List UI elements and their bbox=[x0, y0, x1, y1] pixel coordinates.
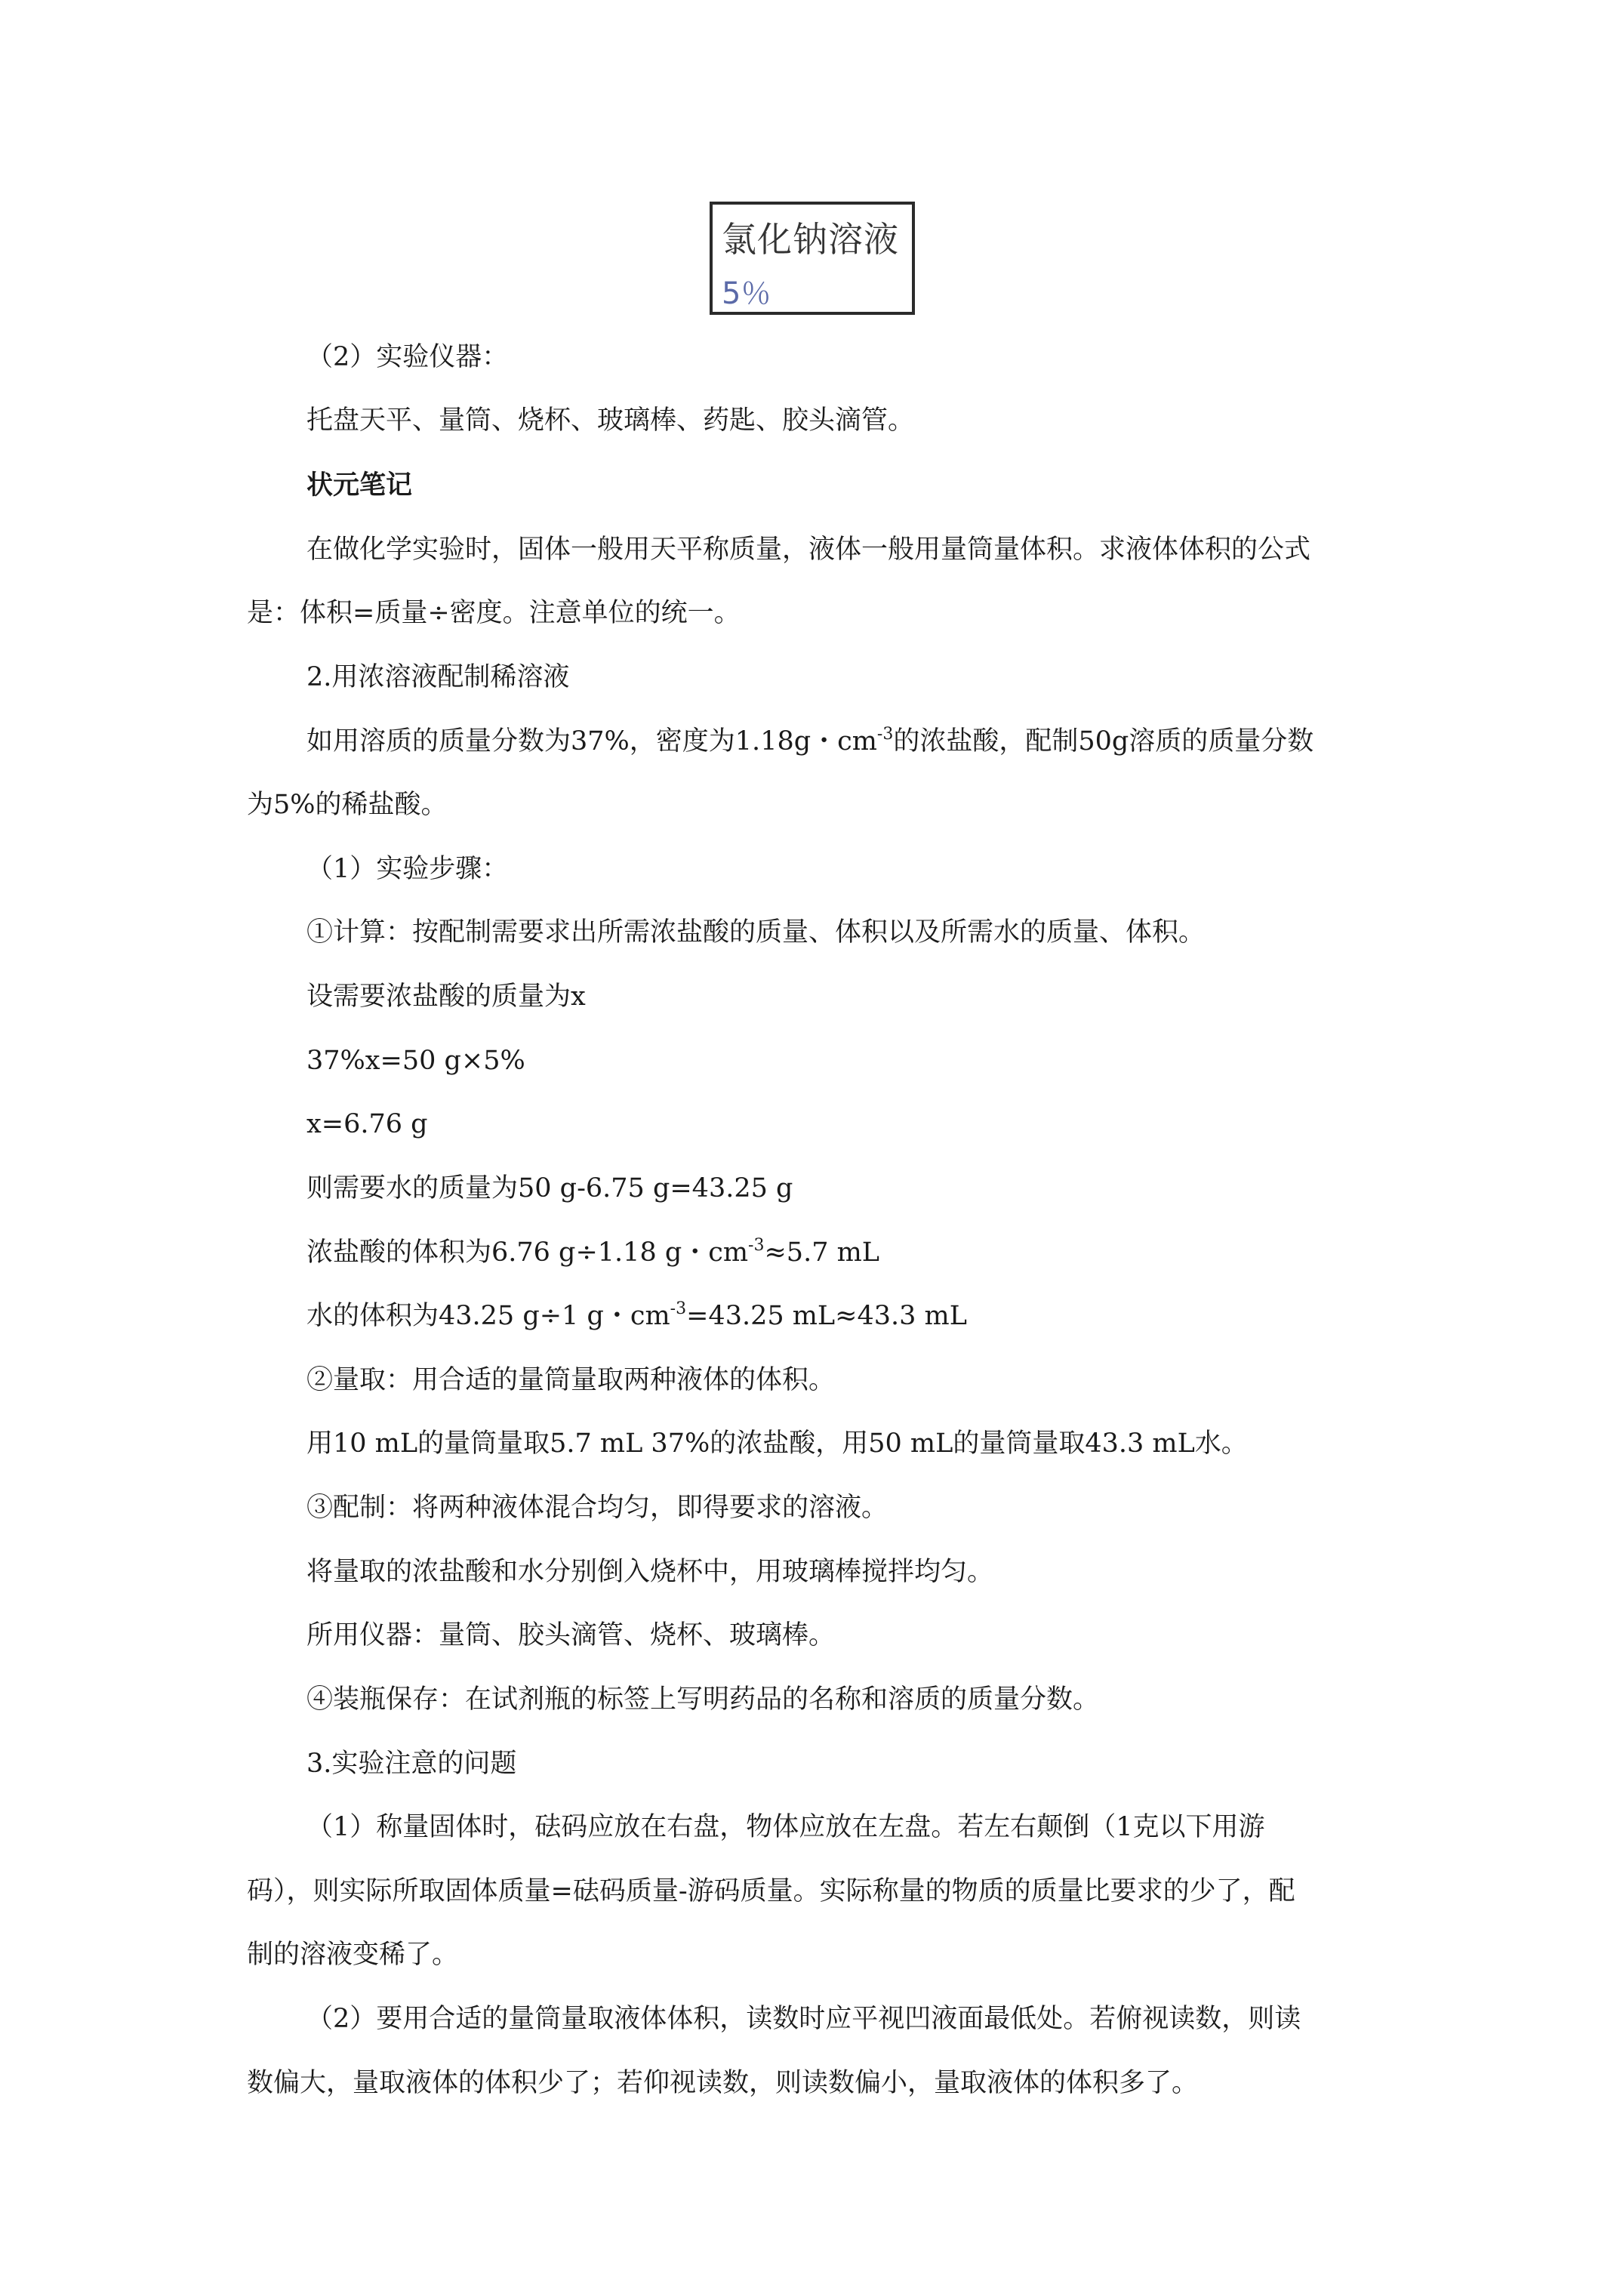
paragraph-line: （1）称量固体时，砝码应放在右盘，物体应放在左盘。若左右颠倒（1克以下用游 bbox=[306, 1812, 1265, 1842]
section-heading-instruments: （2）实验仪器： bbox=[306, 342, 509, 372]
instrument-list: 托盘天平、量筒、烧杯、玻璃棒、药匙、胶头滴管。 bbox=[306, 405, 915, 436]
paragraph-line: 数偏大，量取液体的体积少了；若仰视读数，则读数偏小，量取液体的体积多了。 bbox=[247, 2068, 1199, 2098]
reagent-label-concentration: 5％ bbox=[722, 276, 771, 311]
text-run: 的浓盐酸，配制50g溶质的质量分数 bbox=[893, 726, 1314, 757]
paragraph-line: 为5%的稀盐酸。 bbox=[247, 790, 448, 820]
paragraph-line: （2）要用合适的量筒量取液体体积，读数时应平视凹液面最低处。若俯视读数，则读 bbox=[306, 2004, 1301, 2034]
paragraph-line: 所用仪器：量筒、胶头滴管、烧杯、玻璃棒。 bbox=[306, 1620, 836, 1650]
text-run: 浓盐酸的体积为6.76 g÷1.18 g・cm bbox=[306, 1237, 749, 1268]
reagent-label-name: 氯化钠溶液 bbox=[722, 219, 899, 260]
step-measure: ②量取：用合适的量筒量取两种液体的体积。 bbox=[306, 1365, 836, 1395]
paragraph-line: 在做化学实验时，固体一般用天平称质量，液体一般用量筒量体积。求液体体积的公式 bbox=[306, 535, 1311, 565]
calc-line: 设需要浓盐酸的质量为x bbox=[306, 982, 586, 1012]
reagent-label-box bbox=[710, 202, 915, 315]
step-calculate: ①计算：按配制需要求出所需浓盐酸的质量、体积以及所需水的质量、体积。 bbox=[306, 917, 1206, 948]
superscript: -3 bbox=[876, 725, 894, 744]
calc-line: 则需要水的质量为50 g-6.75 g=43.25 g bbox=[306, 1173, 793, 1203]
text-run: ≈5.7 mL bbox=[764, 1237, 880, 1268]
paragraph-line bbox=[306, 726, 1313, 757]
calc-line bbox=[306, 1237, 879, 1268]
text-run: 如用溶质的质量分数为37%，密度为1.18g・cm bbox=[306, 726, 877, 757]
section-heading-dilution: 2.用浓溶液配制稀溶液 bbox=[306, 662, 570, 692]
step-store: ④装瓶保存：在试剂瓶的标签上写明药品的名称和溶质的质量分数。 bbox=[306, 1684, 1100, 1715]
paragraph-line: 用10 mL的量筒量取5.7 mL 37%的浓盐酸，用50 mL的量筒量取43.3 mL水。 bbox=[306, 1428, 1248, 1459]
calc-line: 37%x=50 g×5% bbox=[306, 1046, 525, 1076]
steps-heading: （1）实验步骤： bbox=[306, 854, 509, 884]
section-heading-precautions: 3.实验注意的问题 bbox=[306, 1749, 517, 1779]
calc-line bbox=[306, 1301, 967, 1331]
step-prepare: ③配制：将两种液体混合均匀，即得要求的溶液。 bbox=[306, 1493, 888, 1523]
text-run: =43.25 mL≈43.3 mL bbox=[686, 1301, 967, 1331]
paragraph-line: 将量取的浓盐酸和水分别倒入烧杯中，用玻璃棒搅拌均匀。 bbox=[306, 1557, 994, 1587]
paragraph-line: 是：体积=质量÷密度。注意单位的统一。 bbox=[247, 598, 741, 628]
notes-heading: 状元笔记 bbox=[306, 470, 413, 501]
text-run: 水的体积为43.25 g÷1 g・cm bbox=[306, 1301, 670, 1331]
paragraph-line: 制的溶液变稀了。 bbox=[247, 1940, 459, 1970]
superscript: -3 bbox=[748, 1236, 765, 1255]
calc-line: x=6.76 g bbox=[306, 1109, 428, 1139]
paragraph-line: 码），则实际所取固体质量=砝码质量-游码质量。实际称量的物质的质量比要求的少了，配 bbox=[247, 1876, 1295, 1906]
superscript: -3 bbox=[670, 1299, 687, 1318]
